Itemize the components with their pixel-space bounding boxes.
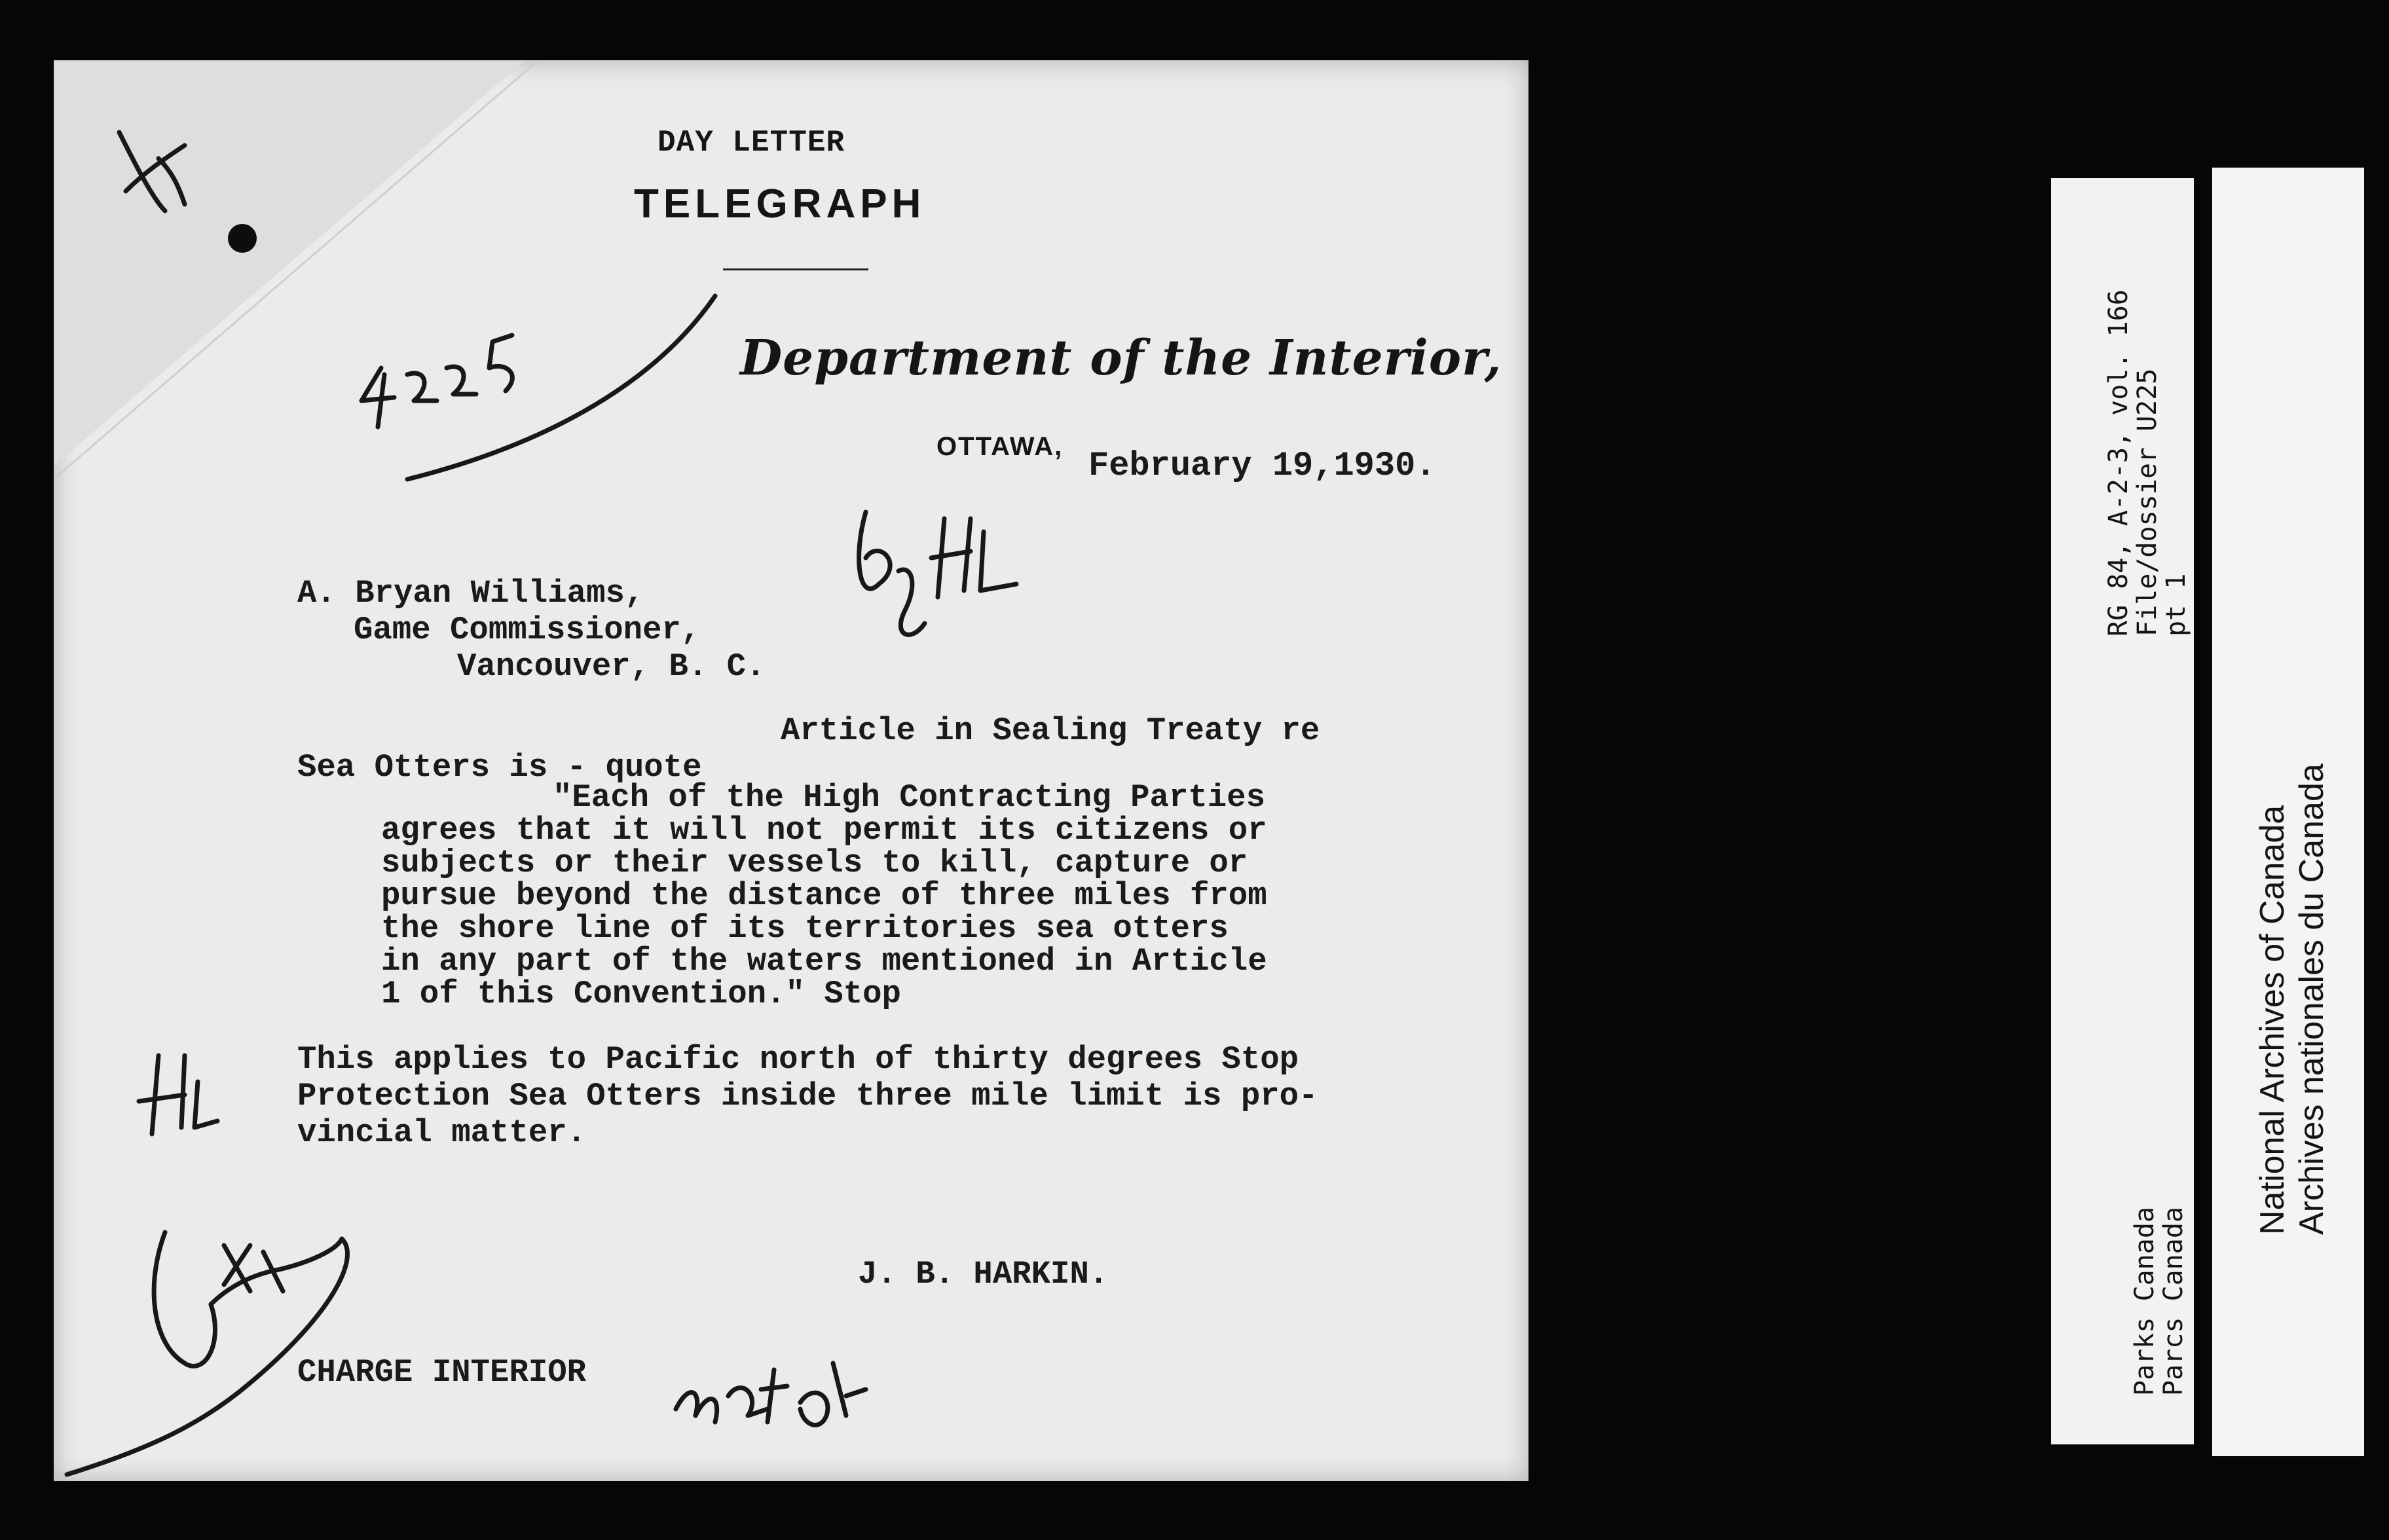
form-type: DAY LETTER	[657, 126, 845, 160]
institution-name-fr: Archives nationales du Canada	[2293, 763, 2331, 1235]
quote-line: subjects or their vessels to kill, capture or	[381, 845, 1248, 881]
quote-line: in any part of the waters mentioned in Article	[381, 943, 1267, 980]
body-line: Protection Sea Otters inside three mile limit is pro-	[297, 1078, 1318, 1114]
body-line: This applies to Pacific north of thirty degrees Stop	[297, 1041, 1299, 1078]
archive-source-line: Parks Canada	[2130, 1207, 2160, 1396]
quote-line: pursue beyond the distance of three miles from	[381, 877, 1267, 914]
telegram-document	[54, 60, 1528, 1481]
charge-line: CHARGE INTERIOR	[297, 1354, 587, 1391]
quote-line: "Each of the High Contracting Parties	[553, 779, 1265, 816]
body-line: vincial matter.	[297, 1114, 587, 1151]
archive-institution-label	[2212, 168, 2364, 1456]
address-line-2: Game Commissioner,	[354, 612, 701, 648]
ink-blot	[228, 224, 257, 253]
quote-line: 1 of this Convention." Stop	[381, 976, 901, 1012]
archive-source-line: Parcs Canada	[2158, 1207, 2189, 1396]
address-line-1: A. Bryan Williams,	[297, 575, 644, 612]
archive-reference-label	[2051, 178, 2194, 1444]
opening-line: Sea Otters is - quote	[297, 749, 702, 786]
quote-line: the shore line of its territories sea otters	[381, 910, 1229, 947]
archive-reference-line: pt 1	[2161, 573, 2191, 636]
handwritten-annotations	[54, 60, 1528, 1481]
archive-reference-line: File/dossier U225	[2132, 368, 2162, 636]
institution-name-en: National Archives of Canada	[2253, 805, 2291, 1235]
subject-line: Article in Sealing Treaty re	[781, 712, 1320, 749]
address-line-3: Vancouver, B. C.	[457, 648, 766, 685]
quote-line: agrees that it will not permit its citizens or	[381, 812, 1267, 849]
date: February 19,1930.	[1088, 447, 1436, 485]
archive-reference-line: RG 84, A-2-3, vol. 166	[2103, 289, 2134, 636]
department-name: Department of the Interior,	[740, 330, 1502, 386]
place-label: OTTAWA,	[936, 432, 1064, 461]
signature: J. B. HARKIN.	[858, 1256, 1109, 1292]
form-title: TELEGRAPH	[634, 181, 926, 227]
